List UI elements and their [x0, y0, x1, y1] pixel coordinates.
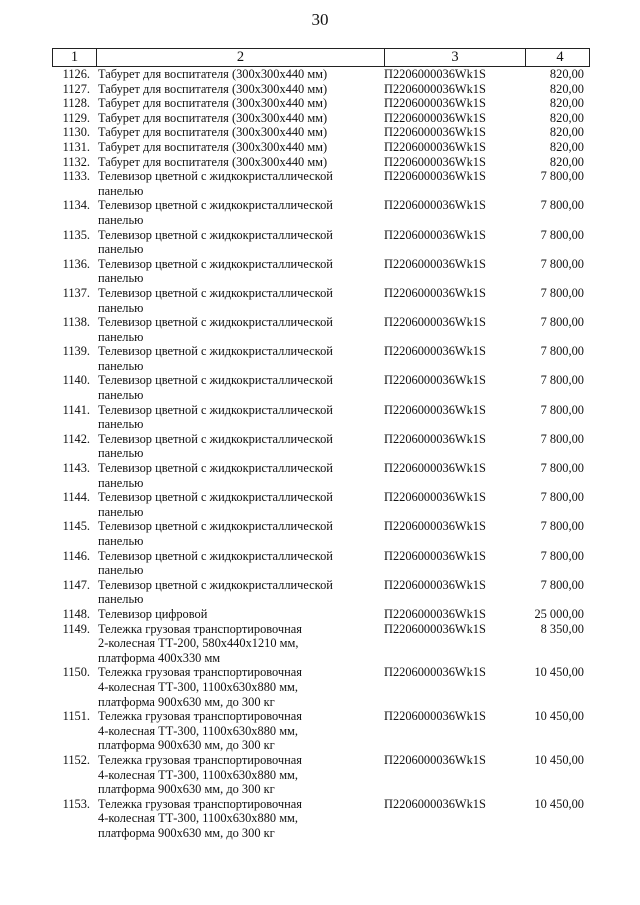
- item-code: П2206000036Wk1S: [384, 402, 486, 417]
- item-name: [95, 286, 382, 315]
- item-price: 25 000,00: [534, 606, 584, 621]
- item-code: П2206000036Wk1S: [384, 709, 486, 724]
- table-row: [52, 96, 590, 111]
- item-name-line: платформа 900х630 мм, до 300 кг: [98, 782, 275, 797]
- item-price: 7 800,00: [540, 227, 584, 242]
- row-number: 1141.: [62, 402, 90, 417]
- item-price: 820,00: [549, 139, 584, 154]
- row-number: 1132.: [62, 154, 90, 169]
- item-name-line: платформа 900х630 мм, до 300 кг: [98, 694, 275, 709]
- item-name-line: платформа 400х330 мм: [98, 650, 221, 665]
- table-row: [52, 607, 590, 622]
- row-number: 1151.: [62, 709, 90, 724]
- table-row: [52, 344, 590, 373]
- row-number: 1143.: [62, 461, 90, 476]
- table-row: [52, 140, 590, 155]
- item-name: [95, 67, 382, 82]
- item-name-line: Телевизор цветной с жидкокристаллической: [98, 344, 333, 359]
- item-code: П2206000036Wk1S: [384, 198, 486, 213]
- row-number: 1128.: [62, 96, 90, 111]
- item-name: [95, 96, 382, 111]
- row-number: 1149.: [62, 621, 90, 636]
- table-header: [52, 48, 590, 67]
- table-row: [52, 125, 590, 140]
- item-name-line: панелью: [98, 388, 144, 403]
- item-code: П2206000036Wk1S: [384, 125, 486, 140]
- item-name-line: Тележка грузовая транспортировочная: [98, 709, 302, 724]
- item-price: 7 800,00: [540, 198, 584, 213]
- row-number: 1147.: [62, 577, 90, 592]
- item-name: [95, 432, 382, 461]
- item-name-line: Телевизор цветной с жидкокристаллической: [98, 577, 333, 592]
- item-price: 7 800,00: [540, 285, 584, 300]
- row-number: 1133.: [62, 169, 90, 184]
- table-row: [52, 373, 590, 402]
- item-name: [95, 607, 382, 622]
- row-number: 1146.: [62, 548, 90, 563]
- item-name-line: панелью: [98, 300, 144, 315]
- table-row: [52, 169, 590, 198]
- item-name: [95, 753, 382, 797]
- item-code: П2206000036Wk1S: [384, 315, 486, 330]
- item-code: П2206000036Wk1S: [384, 621, 486, 636]
- row-number: 1127.: [62, 81, 90, 96]
- table-row: [52, 519, 590, 548]
- item-name: [95, 403, 382, 432]
- item-name-line: Телевизор цветной с жидкокристаллической: [98, 373, 333, 388]
- item-name-line: Телевизор цветной с жидкокристаллической: [98, 402, 333, 417]
- item-name: [95, 111, 382, 126]
- item-name-line: Телевизор цветной с жидкокристаллической: [98, 519, 333, 534]
- item-price: 7 800,00: [540, 373, 584, 388]
- item-name: [95, 519, 382, 548]
- table-row: [52, 155, 590, 170]
- table-row: [52, 315, 590, 344]
- item-name-line: панелью: [98, 534, 144, 548]
- table-row: [52, 549, 590, 578]
- item-name-line: 4-колесная ТТ-300, 1100х630х880 мм,: [98, 679, 298, 694]
- item-name: [95, 797, 382, 841]
- item-name-line: 2-колесная ТТ-200, 580х440х1210 мм,: [98, 636, 299, 651]
- item-name-line: Телевизор цветной с жидкокристаллической: [98, 198, 333, 213]
- item-name-line: панелью: [98, 242, 144, 257]
- item-name-line: панелью: [98, 358, 144, 373]
- item-name-line: 4-колесная ТТ-300, 1100х630х880 мм,: [98, 811, 298, 826]
- item-name: [95, 140, 382, 155]
- row-number: 1130.: [62, 125, 90, 140]
- item-name-line: Тележка грузовая транспортировочная: [98, 752, 302, 767]
- item-name-line: панелью: [98, 563, 144, 578]
- item-code: П2206000036Wk1S: [384, 256, 486, 271]
- item-name-line: Тележка грузовая транспортировочная: [98, 621, 302, 636]
- item-price: 10 450,00: [534, 665, 584, 680]
- item-code: П2206000036Wk1S: [384, 606, 486, 621]
- table-row: [52, 665, 590, 709]
- item-code: П2206000036Wk1S: [384, 169, 486, 184]
- item-price: 7 800,00: [540, 315, 584, 330]
- item-name-line: Телевизор цветной с жидкокристаллической: [98, 431, 333, 446]
- table-row: [52, 111, 590, 126]
- row-number: 1129.: [62, 110, 90, 125]
- item-name-line: Телевизор цветной с жидкокристаллической: [98, 315, 333, 330]
- item-code: П2206000036Wk1S: [384, 96, 486, 111]
- item-price: 820,00: [549, 125, 584, 140]
- item-price: 820,00: [549, 96, 584, 111]
- header-col-3: 3: [384, 49, 525, 66]
- item-code: П2206000036Wk1S: [384, 139, 486, 154]
- row-number: 1139.: [62, 344, 90, 359]
- item-code: П2206000036Wk1S: [384, 577, 486, 592]
- item-price: 10 450,00: [534, 796, 584, 811]
- table-row: [52, 578, 590, 607]
- item-code: П2206000036Wk1S: [384, 344, 486, 359]
- header-col-2: 2: [96, 49, 384, 66]
- item-code: П2206000036Wk1S: [384, 431, 486, 446]
- item-name-line: платформа 900х630 мм, до 300 кг: [98, 738, 275, 753]
- item-name-line: Телевизор цветной с жидкокристаллической: [98, 169, 333, 184]
- table-row: [52, 82, 590, 97]
- item-name-line: панелью: [98, 592, 144, 607]
- item-price: 820,00: [549, 67, 584, 81]
- item-price: 7 800,00: [540, 461, 584, 476]
- item-name-line: панелью: [98, 475, 144, 490]
- item-price: 7 800,00: [540, 431, 584, 446]
- item-code: П2206000036Wk1S: [384, 81, 486, 96]
- item-price: 820,00: [549, 81, 584, 96]
- item-name-line: Табурет для воспитателя (300х300х440 мм): [98, 125, 328, 140]
- item-code: П2206000036Wk1S: [384, 110, 486, 125]
- item-name: [95, 257, 382, 286]
- item-name: [95, 315, 382, 344]
- row-number: 1135.: [62, 227, 90, 242]
- table-row: [52, 709, 590, 753]
- item-code: П2206000036Wk1S: [384, 519, 486, 534]
- item-name: [95, 490, 382, 519]
- item-name: [95, 155, 382, 170]
- row-number: 1134.: [62, 198, 90, 213]
- item-price: 7 800,00: [540, 402, 584, 417]
- item-name-line: Табурет для воспитателя (300х300х440 мм): [98, 81, 328, 96]
- item-price: 7 800,00: [540, 519, 584, 534]
- item-price: 10 450,00: [534, 709, 584, 724]
- item-name-line: панелью: [98, 417, 144, 432]
- item-price: 10 450,00: [534, 752, 584, 767]
- table-row: [52, 67, 590, 82]
- item-code: П2206000036Wk1S: [384, 548, 486, 563]
- item-name-line: панелью: [98, 329, 144, 344]
- item-name-line: 4-колесная ТТ-300, 1100х630х880 мм,: [98, 723, 298, 738]
- item-code: П2206000036Wk1S: [384, 285, 486, 300]
- header-col-4: 4: [525, 49, 594, 66]
- table-row: [52, 228, 590, 257]
- table-row: [52, 198, 590, 227]
- row-number: 1153.: [62, 796, 90, 811]
- item-name-line: панелью: [98, 212, 144, 227]
- item-name: [95, 344, 382, 373]
- row-number: 1144.: [62, 490, 90, 505]
- item-name: [95, 461, 382, 490]
- table-body: [52, 67, 590, 840]
- table-row: [52, 753, 590, 797]
- item-name-line: Табурет для воспитателя (300х300х440 мм): [98, 110, 328, 125]
- item-name-line: Телевизор цветной с жидкокристаллической: [98, 548, 333, 563]
- row-number: 1142.: [62, 431, 90, 446]
- item-name-line: панелью: [98, 271, 144, 286]
- table-row: [52, 490, 590, 519]
- item-code: П2206000036Wk1S: [384, 490, 486, 505]
- item-price: 820,00: [549, 154, 584, 169]
- row-number: 1137.: [62, 285, 90, 300]
- item-name-line: Телевизор цветной с жидкокристаллической: [98, 285, 333, 300]
- item-name-line: Телевизор цифровой: [98, 606, 208, 621]
- item-name-line: панелью: [98, 183, 144, 198]
- table-row: [52, 461, 590, 490]
- item-code: П2206000036Wk1S: [384, 227, 486, 242]
- table-row: [52, 403, 590, 432]
- item-name-line: панелью: [98, 504, 144, 519]
- item-name-line: 4-колесная ТТ-300, 1100х630х880 мм,: [98, 767, 298, 782]
- row-number: 1138.: [62, 315, 90, 330]
- item-price: 820,00: [549, 110, 584, 125]
- table-row: [52, 286, 590, 315]
- item-name: [95, 709, 382, 753]
- item-name: [95, 373, 382, 402]
- item-price: 7 800,00: [540, 548, 584, 563]
- row-number: 1150.: [62, 665, 90, 680]
- item-name: [95, 665, 382, 709]
- row-number: 1131.: [62, 139, 90, 154]
- row-number: 1152.: [62, 752, 90, 767]
- row-number: 1148.: [62, 606, 90, 621]
- item-name: [95, 169, 382, 198]
- item-name-line: Телевизор цветной с жидкокристаллической: [98, 461, 333, 476]
- item-name: [95, 549, 382, 578]
- item-price: 7 800,00: [540, 169, 584, 184]
- item-name: [95, 82, 382, 97]
- item-code: П2206000036Wk1S: [384, 461, 486, 476]
- table-row: [52, 797, 590, 841]
- item-name: [95, 228, 382, 257]
- item-name-line: Табурет для воспитателя (300х300х440 мм): [98, 139, 328, 154]
- item-price: 7 800,00: [540, 577, 584, 592]
- item-name-line: Табурет для воспитателя (300х300х440 мм): [98, 96, 328, 111]
- item-code: П2206000036Wk1S: [384, 796, 486, 811]
- header-col-1: 1: [70, 49, 79, 65]
- item-name-line: Тележка грузовая транспортировочная: [98, 796, 302, 811]
- item-name-line: Телевизор цветной с жидкокристаллической: [98, 490, 333, 505]
- item-name-line: панелью: [98, 446, 144, 461]
- item-name: [95, 125, 382, 140]
- row-number: 1126.: [62, 67, 90, 81]
- item-code: П2206000036Wk1S: [384, 665, 486, 680]
- item-price: 7 800,00: [540, 344, 584, 359]
- item-name: [95, 578, 382, 607]
- item-name-line: платформа 900х630 мм, до 300 кг: [98, 825, 275, 840]
- item-name: [95, 622, 382, 666]
- table-row: [52, 622, 590, 666]
- item-name-line: Телевизор цветной с жидкокристаллической: [98, 227, 333, 242]
- row-number: 1140.: [62, 373, 90, 388]
- item-code: П2206000036Wk1S: [384, 752, 486, 767]
- item-code: П2206000036Wk1S: [384, 373, 486, 388]
- item-name-line: Телевизор цветной с жидкокристаллической: [98, 256, 333, 271]
- row-number: 1136.: [62, 256, 90, 271]
- item-price: 7 800,00: [540, 490, 584, 505]
- item-name-line: Табурет для воспитателя (300х300х440 мм): [98, 154, 328, 169]
- item-name-line: Табурет для воспитателя (300х300х440 мм): [98, 67, 328, 81]
- item-name: [95, 198, 382, 227]
- item-code: П2206000036Wk1S: [384, 154, 486, 169]
- table-row: [52, 432, 590, 461]
- item-code: П2206000036Wk1S: [384, 67, 486, 81]
- item-price: 7 800,00: [540, 256, 584, 271]
- page-number: 30: [311, 10, 329, 29]
- table-row: [52, 257, 590, 286]
- item-name-line: Тележка грузовая транспортировочная: [98, 665, 302, 680]
- row-number: 1145.: [62, 519, 90, 534]
- price-table: [52, 48, 590, 840]
- item-price: 8 350,00: [540, 621, 584, 636]
